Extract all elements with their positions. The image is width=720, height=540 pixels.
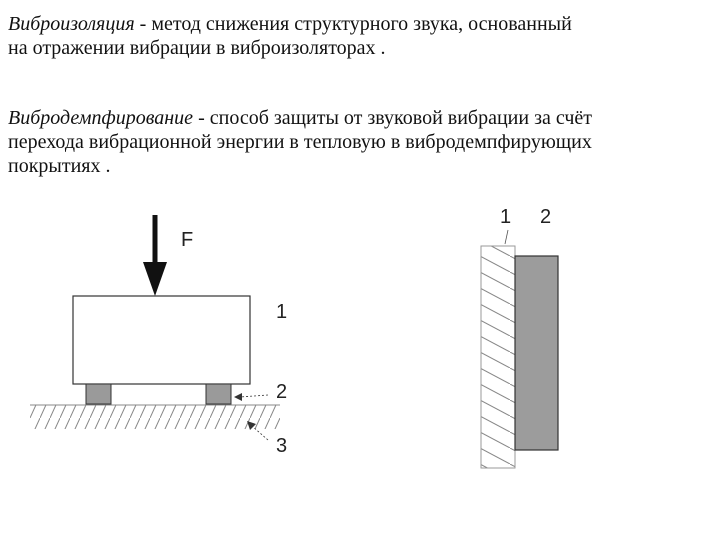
wall-structure [481,246,515,468]
separator: - [193,107,210,129]
machine-body [73,296,250,384]
force-arrow [143,215,167,296]
label-wall: 1 [500,206,512,228]
force-label: F [181,229,194,251]
damping-coating [515,256,558,450]
term-vibration-isolation: Виброизоляция [8,13,135,35]
label-floor: 3 [276,435,288,457]
isolation-diagram [30,215,287,457]
definition-text-line-3: покрытиях . [8,155,111,177]
label-coating: 2 [540,206,552,228]
definition-text-line-1: способ защиты от звуковой вибрации за счёт [209,107,593,129]
definition-text-line-2: перехода вибрационной энергии в тепловую в вибродемпфирующих [8,131,592,153]
label-isolator: 2 [276,381,288,403]
isolator-left [86,384,111,404]
leader-isolator [234,393,268,401]
isolator-right [206,384,231,404]
damping-diagram [481,206,558,468]
definition-text-line-1: метод снижения структурного звука, основанный [151,13,572,35]
label-body: 1 [276,301,288,323]
separator: - [134,13,152,35]
floor-hatching [30,405,280,429]
term-vibration-damping: Вибродемпфирование [8,107,194,129]
definition-text-line-2: на отражении вибрации в виброизоляторах . [8,37,386,59]
leader-wall [505,230,508,244]
